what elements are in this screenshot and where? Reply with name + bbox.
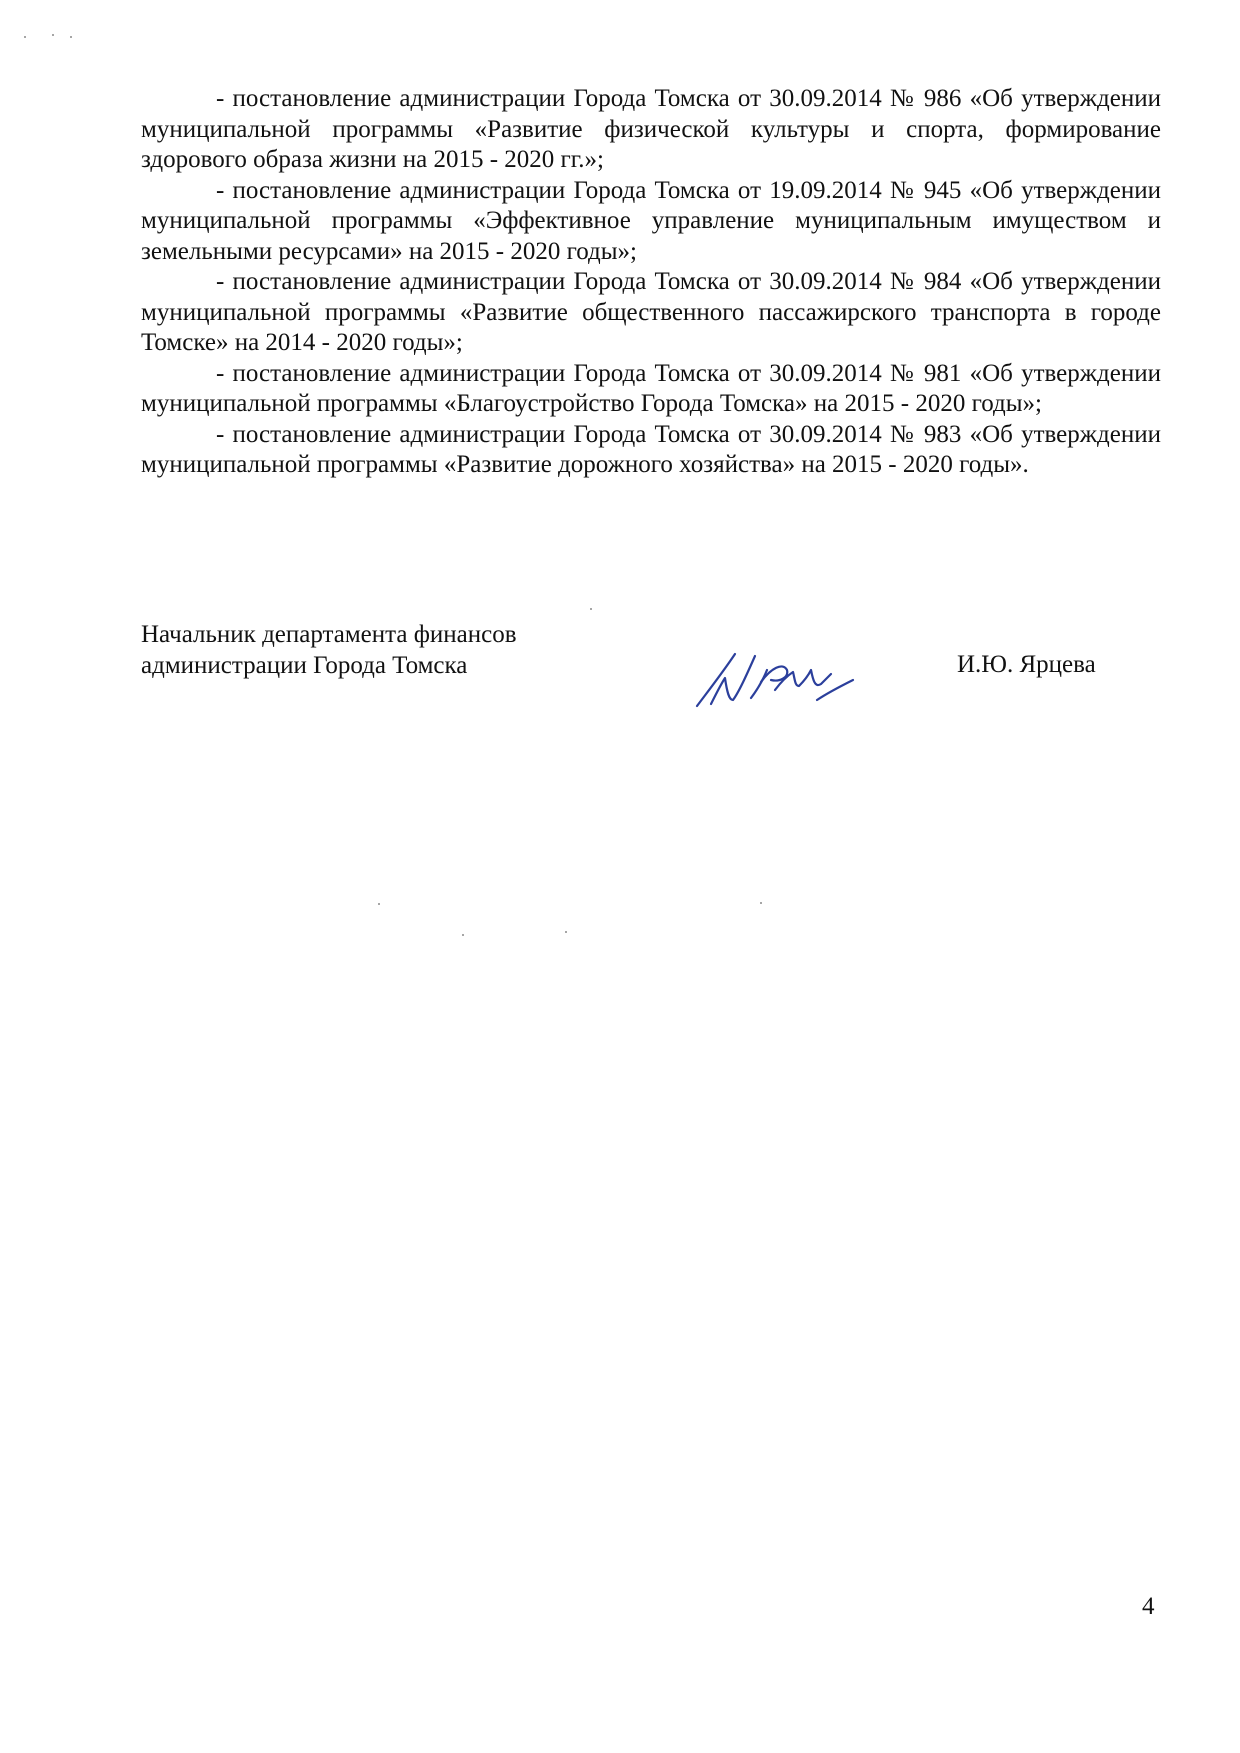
signatory-title-line1: Начальник департамента финансов: [141, 621, 517, 648]
decree-item: - постановление администрации Города Томска от 30.09.2014 № 981 «Об утверждении муниципальной программы «Благоустройство Города Томска» на 2015 - 2020 годы»;: [141, 359, 1161, 417]
scan-speck: [565, 931, 567, 933]
scan-speck: [590, 608, 592, 610]
scan-speck: [462, 934, 464, 936]
decree-item: - постановление администрации Города Томска от 30.09.2014 № 983 «Об утверждении муниципальной программы «Развитие дорожного хозяйства» на 2015 - 2020 годы».: [141, 420, 1161, 478]
handwritten-signature: [691, 632, 861, 720]
signature-block: [141, 620, 1141, 730]
scan-speck: [70, 36, 72, 38]
signatory-title-line2: администрации Города Томска: [141, 651, 468, 679]
document-body: [141, 84, 1161, 481]
decree-item: - постановление администрации Города Томска от 19.09.2014 № 945 «Об утверждении муниципальной программы «Эффективное управление муниципальным имуществом и земельными ресурсами» на 2015 - 2020 годы»;: [141, 176, 1161, 265]
decree-item: - постановление администрации Города Томска от 30.09.2014 № 986 «Об утверждении муниципальной программы «Развитие физической культуры и спорта, формирование здорового образа жизни на 2015 - 2020 гг.»;: [141, 85, 1161, 173]
scan-speck: [378, 903, 380, 905]
signatory-name: И.Ю. Ярцева: [957, 651, 1096, 678]
scan-speck: [24, 36, 26, 38]
page-number: 4: [1142, 1593, 1155, 1620]
scan-speck: [760, 902, 762, 904]
decree-item: - постановление администрации Города Томска от 30.09.2014 № 984 «Об утверждении муниципальной программы «Развитие общественного пассажирского транспорта в городе Томске» на 2014 - 2020 годы»;: [141, 268, 1161, 356]
signatory-title: [141, 620, 621, 681]
scan-speck: [52, 34, 54, 36]
